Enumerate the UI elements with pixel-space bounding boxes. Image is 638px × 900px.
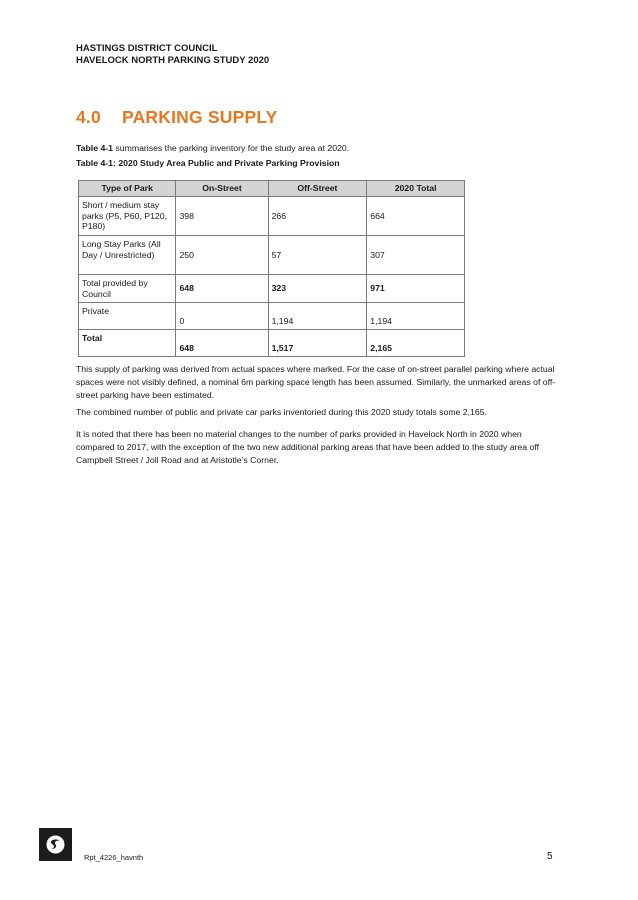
section-heading	[76, 107, 277, 128]
document-code: Rpt_4226_havnth	[84, 853, 144, 862]
table-row	[79, 197, 465, 236]
body-paragraph: It is noted that there has been no material changes to the number of parks provided in Havelock North in 2020 when compared to 2017, with the exception of the two new additional parking areas that have been added to the study area off Campbell Street / Joll Road and at Aristotle’s Corner.	[76, 429, 540, 465]
cell-total: 971	[367, 275, 465, 303]
parking-table	[78, 180, 465, 357]
cell-on-street: 398	[176, 197, 268, 236]
company-logo-icon	[39, 828, 72, 861]
cell-on-street: 648	[176, 330, 268, 357]
document-header	[76, 43, 269, 67]
section-number: 4.0	[76, 107, 101, 127]
cell-total: 664	[367, 197, 465, 236]
header-total: 2020 Total	[367, 181, 465, 197]
intro-text: summarises the parking inventory for the study area at 2020.	[113, 143, 350, 153]
row-label: Total	[79, 330, 176, 357]
cell-off-street: 323	[268, 275, 367, 303]
cell-on-street: 648	[176, 275, 268, 303]
cell-off-street: 1,194	[268, 303, 367, 330]
cell-on-street: 0	[176, 303, 268, 330]
row-label: Long Stay Parks (All Day / Unrestricted)	[79, 236, 176, 275]
cell-on-street: 250	[176, 236, 268, 275]
table-caption: Table 4-1: 2020 Study Area Public and Private Parking Provision	[76, 158, 340, 168]
body-paragraph: This supply of parking was derived from actual spaces where marked. For the case of on-street parallel parking where actual spaces were not visibly defined, a nominal 6m parking space length has been assumed. Similarly, the unmarked areas of off-street parking have been estimated.	[76, 364, 556, 400]
cell-off-street: 266	[268, 197, 367, 236]
cell-off-street: 1,517	[268, 330, 367, 357]
header-type: Type of Park	[79, 181, 176, 197]
section-title: PARKING SUPPLY	[122, 107, 278, 127]
table-row	[79, 303, 465, 330]
header-report-title: HAVELOCK NORTH PARKING STUDY 2020	[76, 55, 270, 66]
row-label: Total provided by Council	[79, 275, 176, 303]
cell-total: 307	[367, 236, 465, 275]
header-off-street: Off-Street	[268, 181, 367, 197]
body-paragraph: The combined number of public and private car parks inventoried during this 2020 study totals some 2,165.	[76, 407, 487, 417]
table-reference: Table 4-1	[76, 143, 114, 153]
table-row	[79, 275, 465, 303]
row-label: Short / medium stay parks (P5, P60, P120, P180)	[79, 197, 176, 236]
page-number: 5	[547, 851, 553, 862]
header-on-street: On-Street	[176, 181, 268, 197]
table-row	[79, 236, 465, 275]
cell-total: 2,165	[367, 330, 465, 357]
row-label: Private	[79, 303, 176, 330]
table-header-row	[79, 181, 465, 197]
cell-total: 1,194	[367, 303, 465, 330]
header-organisation: HASTINGS DISTRICT COUNCIL	[76, 43, 218, 54]
intro-paragraph	[76, 142, 562, 155]
cell-off-street: 57	[268, 236, 367, 275]
table-row	[79, 330, 465, 357]
